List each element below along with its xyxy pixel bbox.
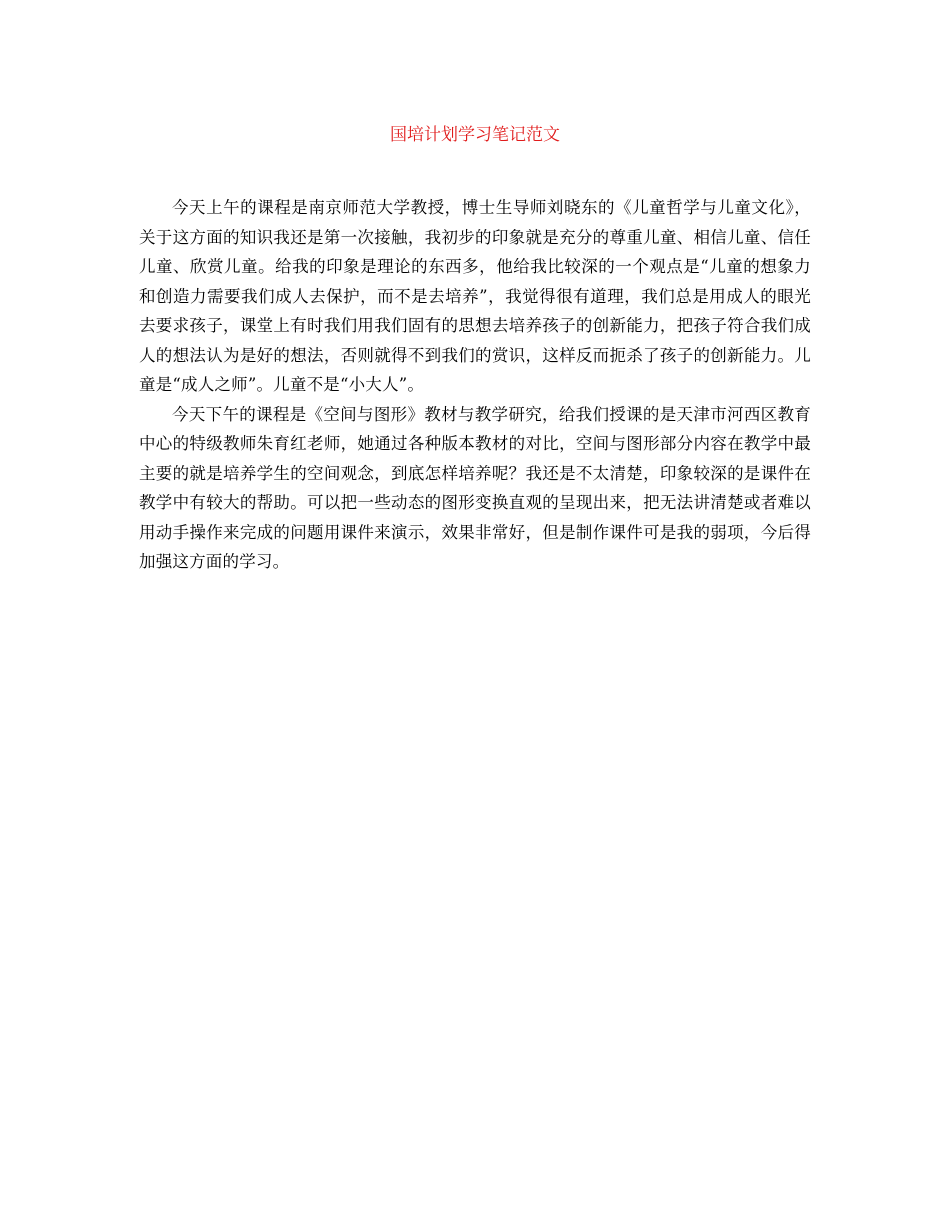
paragraph-afternoon-course: 今天下午的课程是《空间与图形》教材与教学研究，给我们授课的是天津市河西区教育中心的特级教师朱育红老师，她通过各种版本教材的对比，空间与图形部分内容在教学中最主要的就是培养学生的空间观念，到底怎样培养呢？我还是不太清楚，印象较深的是课件在教学中有较大的帮助。可以把一些动态的图形变换直观的呈现出来，把无法讲清楚或者难以用动手操作来完成的问题用课件来演示，效果非常好，但是制作课件可是我的弱项，今后得加强这方面的学习。 bbox=[139, 404, 811, 571]
document-body bbox=[139, 193, 811, 577]
paragraph-morning-course: 今天上午的课程是南京师范大学教授，博士生导师刘晓东的《儿童哲学与儿童文化》，关于这方面的知识我还是第一次接触，我初步的印象就是充分的尊重儿童、相信儿童、信任儿童、欣赏儿童。给我的印象是理论的东西多，他给我比较深的一个观点是“儿童的想象力和创造力需要我们成人去保护，而不是去培养”，我觉得很有道理，我们总是用成人的眼光去要求孩子，课堂上有时我们用我们固有的思想去培养孩子的创新能力，把孩子符合我们成人的想法认为是好的想法，否则就得不到我们的赏识，这样反而扼杀了孩子的创新能力。儿童是“成人之师”。儿童不是“小大人”。 bbox=[139, 198, 811, 394]
document-title: 国培计划学习笔记范文 bbox=[390, 125, 560, 145]
